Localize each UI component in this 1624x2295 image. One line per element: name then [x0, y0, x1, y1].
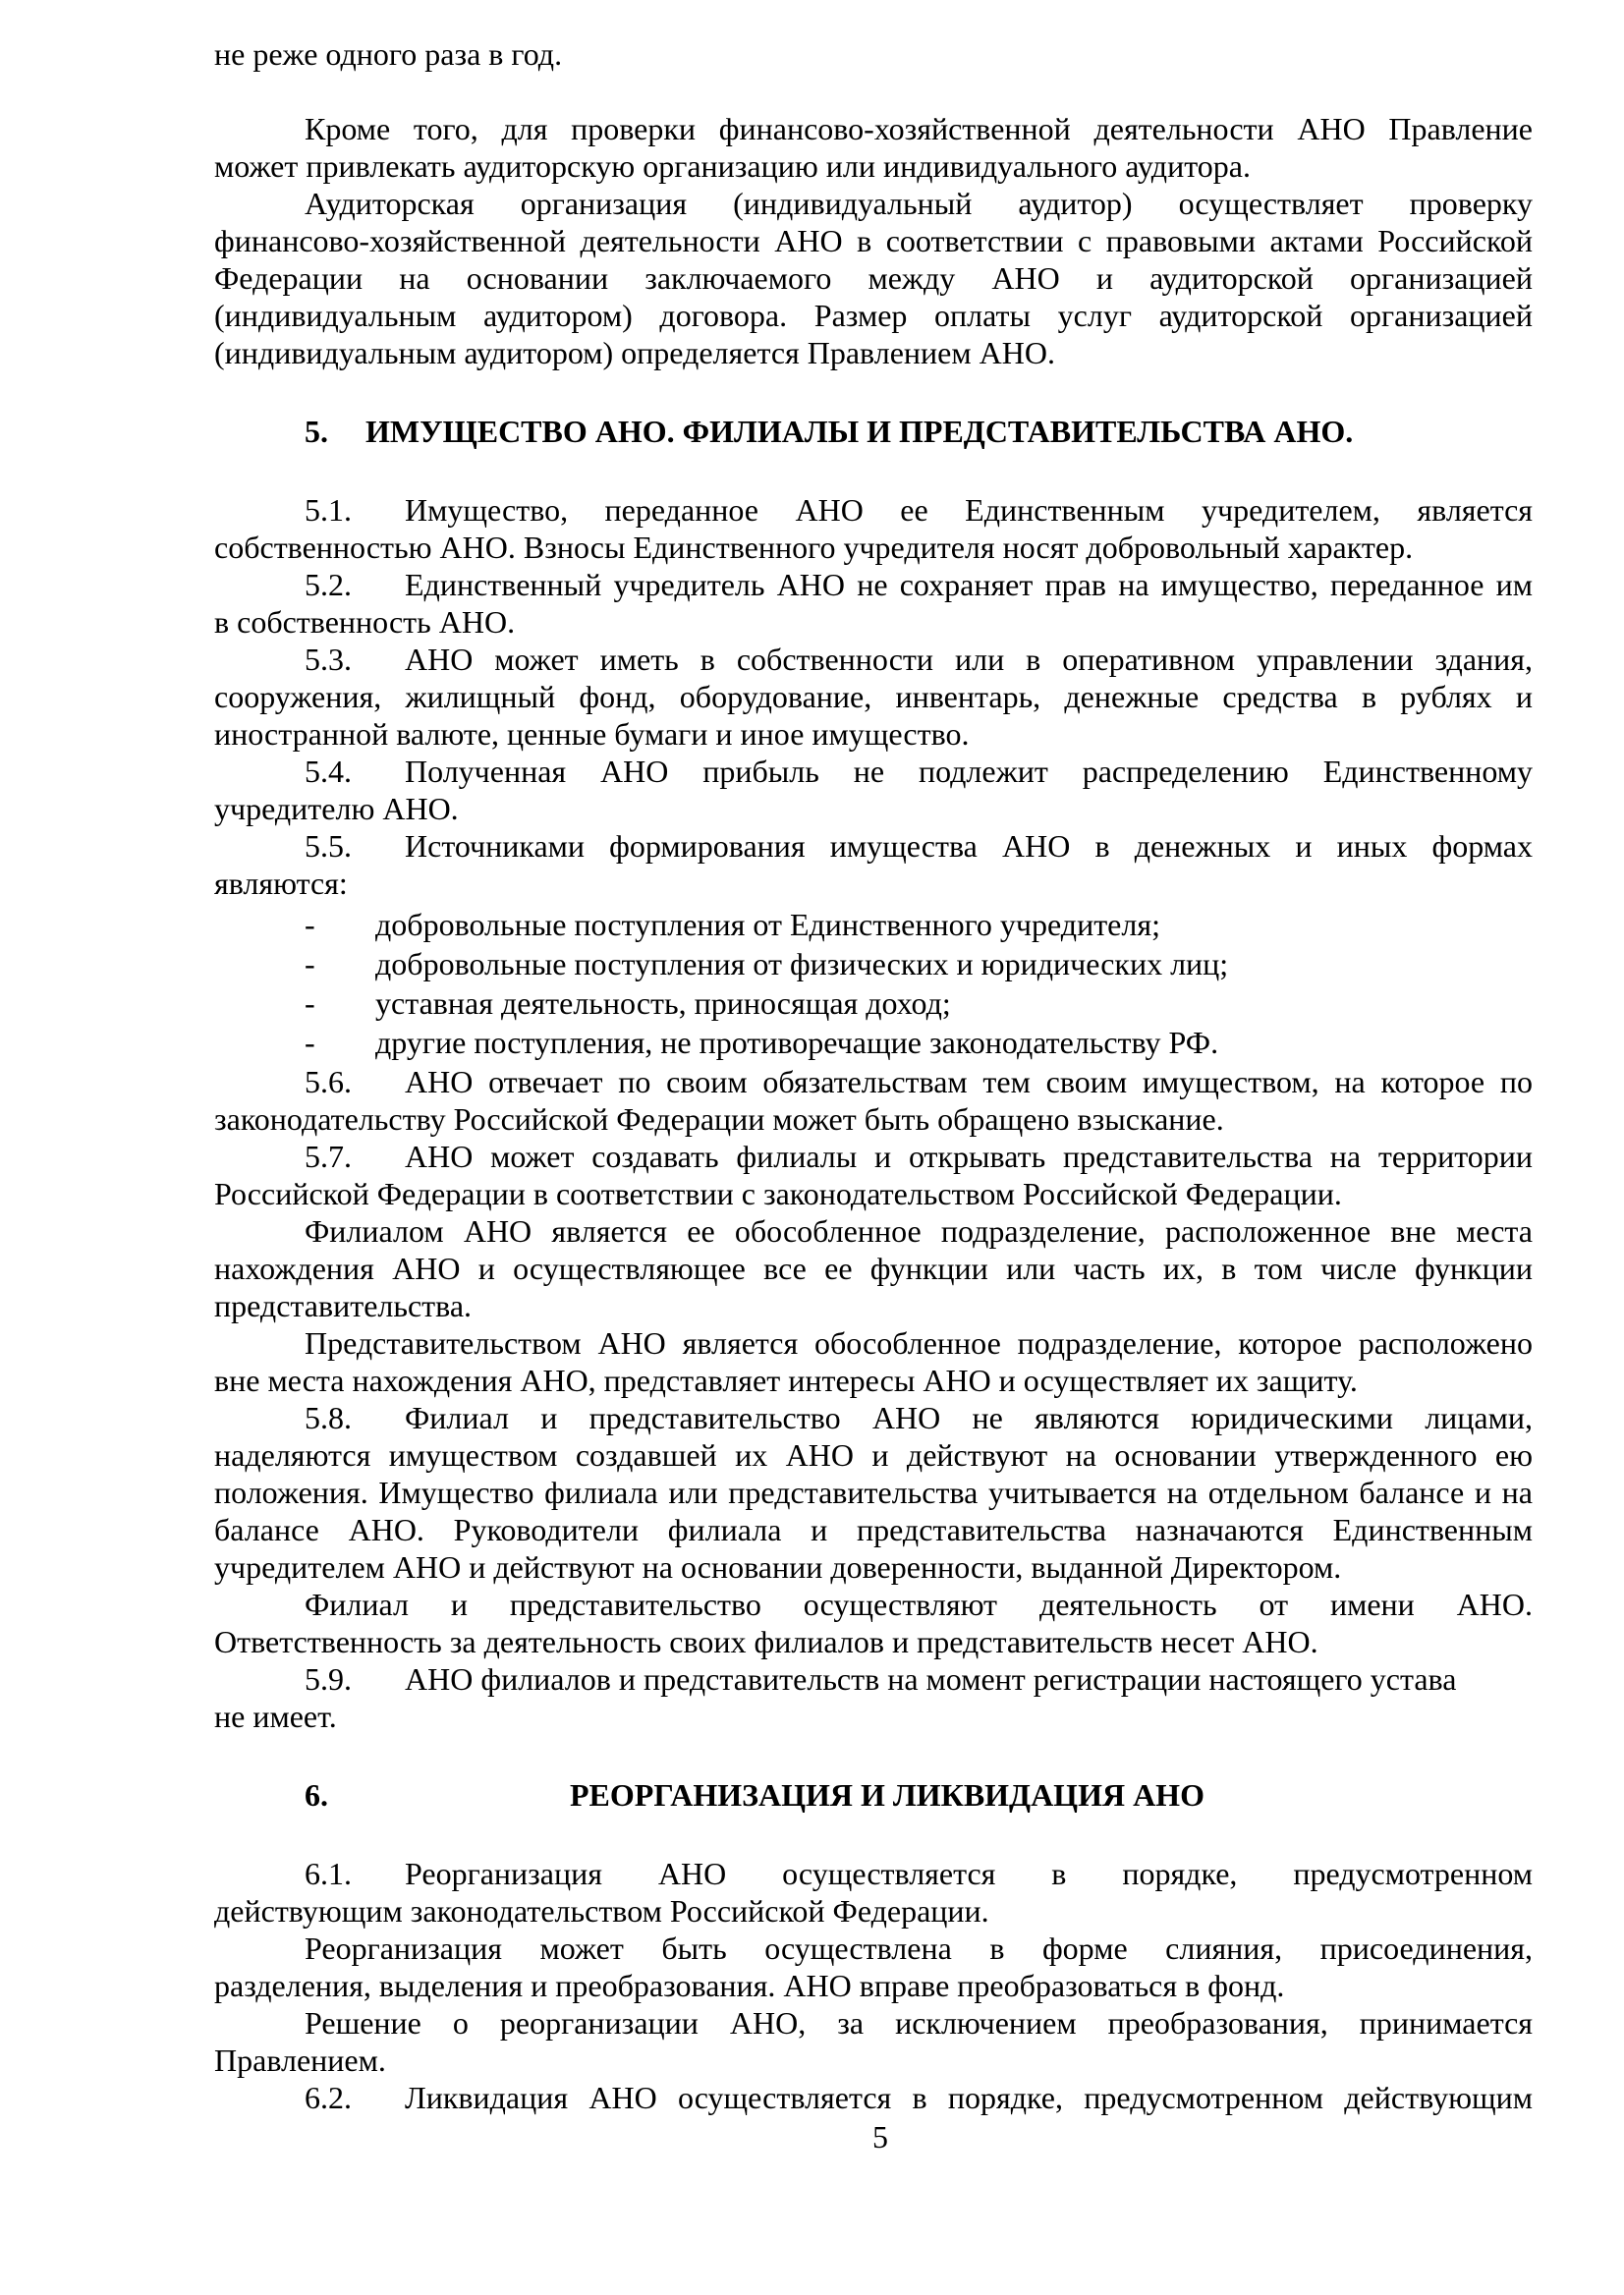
text-line: Ответственность за деятельность своих филиалов и представительств несет АНО. [214, 1624, 1318, 1659]
clause-number: 5.6. [305, 1064, 352, 1099]
text-line: не реже одного раза в год. [214, 36, 563, 72]
text-line: Кроме того, для проверки финансово-хозяйственной деятельности АНО Правление [305, 111, 1533, 146]
clause-number: 5.5. [305, 828, 352, 864]
list-item: уставная деятельность, приносящая доход; [375, 985, 951, 1021]
text-line: Филиал и представительство АНО не являются юридическими лицами, [405, 1400, 1533, 1435]
text-line: Аудиторская организация (индивидуальный аудитор) осуществляет проверку [305, 186, 1533, 221]
text-line: нахождения АНО и осуществляющее все ее функции или часть их, в том числе функции [214, 1251, 1533, 1286]
page-number: 5 [872, 2119, 888, 2155]
text-line: балансе АНО. Руководители филиала и представительства назначаются Единственным [214, 1512, 1533, 1547]
section-title: ИМУЩЕСТВО АНО. ФИЛИАЛЫ И ПРЕДСТАВИТЕЛЬСТВА АНО. [365, 414, 1354, 449]
text-line: Ликвидация АНО осуществляется в порядке, предусмотренном действующим [405, 2080, 1533, 2115]
text-line: положения. Имущество филиала или представительства учитывается на отдельном балансе и на [214, 1475, 1533, 1510]
clause-number: 5.3. [305, 642, 352, 677]
section-number: 6. [305, 1777, 328, 1813]
text-line: Полученная АНО прибыль не подлежит распределению Единственному [405, 754, 1533, 789]
text-line: Федерации на основании заключаемого между АНО и аудиторской организацией [214, 260, 1533, 296]
list-item: добровольные поступления от Единственного учредителя; [375, 907, 1160, 942]
text-line: Представительством АНО является обособленное подразделение, которое расположено [305, 1325, 1533, 1361]
text-line: финансово-хозяйственной деятельности АНО в соответствии с правовыми актами Российской [214, 223, 1533, 258]
clause-number: 5.4. [305, 754, 352, 789]
text-line: Источниками формирования имущества АНО в денежных и иных формах [405, 828, 1533, 864]
text-line: вне места нахождения АНО, представляет интересы АНО и осуществляет их защиту. [214, 1363, 1358, 1398]
text-line: (индивидуальным аудитором) договора. Размер оплаты услуг аудиторской организацией [214, 298, 1533, 333]
text-line: Решение о реорганизации АНО, за исключением преобразования, принимается [305, 2005, 1533, 2041]
text-line: разделения, выделения и преобразования. АНО вправе преобразоваться в фонд. [214, 1968, 1285, 2003]
text-line: (индивидуальным аудитором) определяется Правлением АНО. [214, 335, 1055, 370]
list-bullet: - [305, 907, 315, 942]
text-line: Правлением. [214, 2043, 386, 2078]
text-line: иностранной валюте, ценные бумаги и иное имущество. [214, 716, 970, 752]
text-line: учредителю АНО. [214, 791, 459, 826]
text-line: Филиал и представительство осуществляют деятельность от имени АНО. [305, 1587, 1533, 1622]
text-line: Филиалом АНО является ее обособленное подразделение, расположенное вне места [305, 1213, 1533, 1249]
text-line: сооружения, жилищный фонд, оборудование, инвентарь, денежные средства в рублях и [214, 679, 1533, 714]
section-title: РЕОРГАНИЗАЦИЯ И ЛИКВИДАЦИЯ АНО [570, 1777, 1204, 1813]
text-line: Имущество, переданное АНО ее Единственным учредителем, является [405, 492, 1533, 528]
clause-number: 5.9. [305, 1661, 352, 1697]
text-line: АНО филиалов и представительств на момент регистрации настоящего устава [405, 1661, 1457, 1697]
list-bullet: - [305, 985, 315, 1021]
text-line: в собственность АНО. [214, 604, 516, 640]
clause-number: 6.1. [305, 1856, 352, 1891]
text-line: наделяются имуществом создавшей их АНО и действуют на основании утвержденного ею [214, 1437, 1533, 1473]
clause-number: 6.2. [305, 2080, 352, 2115]
list-item: другие поступления, не противоречащие законодательству РФ. [375, 1025, 1219, 1060]
clause-number: 5.8. [305, 1400, 352, 1435]
list-bullet: - [305, 1025, 315, 1060]
text-line: Реорганизация может быть осуществлена в форме слияния, присоединения, [305, 1931, 1533, 1966]
list-bullet: - [305, 946, 315, 981]
clause-number: 5.2. [305, 567, 352, 602]
text-line: не имеет. [214, 1699, 337, 1734]
text-line: АНО может иметь в собственности или в оперативном управлении здания, [405, 642, 1533, 677]
text-line: Единственный учредитель АНО не сохраняет прав на имущество, переданное им [405, 567, 1533, 602]
text-line: АНО может создавать филиалы и открывать представительства на территории [405, 1139, 1533, 1174]
text-line: являются: [214, 866, 348, 901]
text-line: Российской Федерации в соответствии с законодательством Российской Федерации. [214, 1176, 1342, 1211]
text-line: законодательству Российской Федерации может быть обращено взыскание. [214, 1101, 1224, 1137]
text-line: учредителем АНО и действуют на основании доверенности, выданной Директором. [214, 1549, 1342, 1585]
list-item: добровольные поступления от физических и юридических лиц; [375, 946, 1229, 981]
clause-number: 5.1. [305, 492, 352, 528]
text-line: представительства. [214, 1288, 473, 1323]
clause-number: 5.7. [305, 1139, 352, 1174]
text-line: собственностью АНО. Взносы Единственного учредителя носят добровольный характер. [214, 530, 1414, 565]
text-line: АНО отвечает по своим обязательствам тем своим имуществом, на которое по [405, 1064, 1533, 1099]
text-line: действующим законодательством Российской Федерации. [214, 1893, 989, 1929]
section-number: 5. [305, 414, 328, 449]
text-line: Реорганизация АНО осуществляется в порядке, предусмотренном [405, 1856, 1533, 1891]
text-line: может привлекать аудиторскую организацию или индивидуального аудитора. [214, 148, 1251, 184]
